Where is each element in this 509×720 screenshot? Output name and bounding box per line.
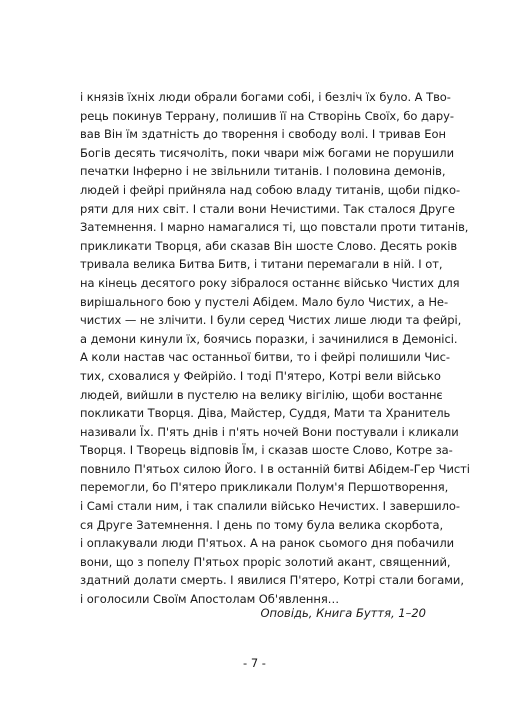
text-line: здатний долати смерть. І явилися П'ятеро, Котрі стали богами, xyxy=(80,573,464,588)
text-line: повнило П'ятьох силою Його. І в останній битві Абідем-Гер Чисті xyxy=(80,461,470,476)
text-line: називали Їх. П'ять днів і п'ять ночей Вони постували і кликали xyxy=(80,424,459,439)
text-line: прикликати Творця, аби сказав Він шосте Слово. Десять років xyxy=(80,238,458,253)
text-line: вони, що з попелу П'ятьох проріс золотий акант, священний, xyxy=(80,554,451,569)
text-line: і князів їхніх люди обрали богами собі, і безліч їх було. А Тво- xyxy=(80,90,451,104)
text-line: тих, сховалися у Фейрійо. І тоді П'ятеро, Котрі вели військо xyxy=(80,368,441,383)
text-line: Творця. І Творець відповів Їм, і сказав шосте Слово, Котре за- xyxy=(80,443,453,458)
text-line: вирішального бою у пустелі Абідем. Мало було Чистих, а Не- xyxy=(80,294,449,309)
body-text xyxy=(80,88,470,609)
citation: Оповідь, Книга Буття, 1–20 xyxy=(260,606,426,620)
text-line: людей, вийшли в пустелю на велику вігілію, щоби востаннє xyxy=(80,387,443,402)
text-line: перемогли, бо П'ятеро прикликали Полум'я Першотворення, xyxy=(80,480,449,495)
text-line: рець покинув Террану, полишив її на Створінь Своїх, бо дару- xyxy=(80,108,455,123)
page-number: - 7 - xyxy=(243,656,266,670)
text-line: А коли настав час останньої битви, то і фейрі полишили Чис- xyxy=(80,350,451,365)
text-line: Затемнення. І марно намагалися ті, що повстали проти титанів, xyxy=(80,220,469,235)
text-line: людей і фейрі прийняла над собою владу титанів, щоби підко- xyxy=(80,182,461,197)
text-line: вав Він їм здатність до творення і свободу волі. І тривав Еон xyxy=(80,127,446,142)
text-line: на кінець десятого року зібралося останнє військо Чистих для xyxy=(80,275,460,290)
text-line: тривала велика Битва Битв, і титани перемагали в ній. І от, xyxy=(80,257,443,272)
text-line: покликати Творця. Діва, Майстер, Суддя, Мати та Хранитель xyxy=(80,406,451,421)
text-line: печатки Інферно і не звільнили титанів. І половина демонів, xyxy=(80,164,446,179)
text-line: і оплакували люди П'ятьох. А на ранок сьомого дня побачили xyxy=(80,536,455,551)
text-line: чистих — не злічити. І були серед Чистих лише люди та фейрі, xyxy=(80,313,462,328)
text-line-last: і оголосили Своїм Апостолам Об'явлення… xyxy=(80,592,340,607)
text-line: і Самі стали ним, і так спалили військо Нечистих. І завершило- xyxy=(80,499,460,514)
text-line: ся Друге Затемнення. І день по тому була велика скорбота, xyxy=(80,517,444,532)
text-line: а демони кинули їх, боячись поразки, і зачинилися в Демонісі. xyxy=(80,331,458,346)
text-line: Богів десять тисячоліть, поки чвари між богами не порушили xyxy=(80,145,454,160)
text-line: ряти для них світ. І стали вони Нечистими. Так сталося Друге xyxy=(80,201,455,216)
